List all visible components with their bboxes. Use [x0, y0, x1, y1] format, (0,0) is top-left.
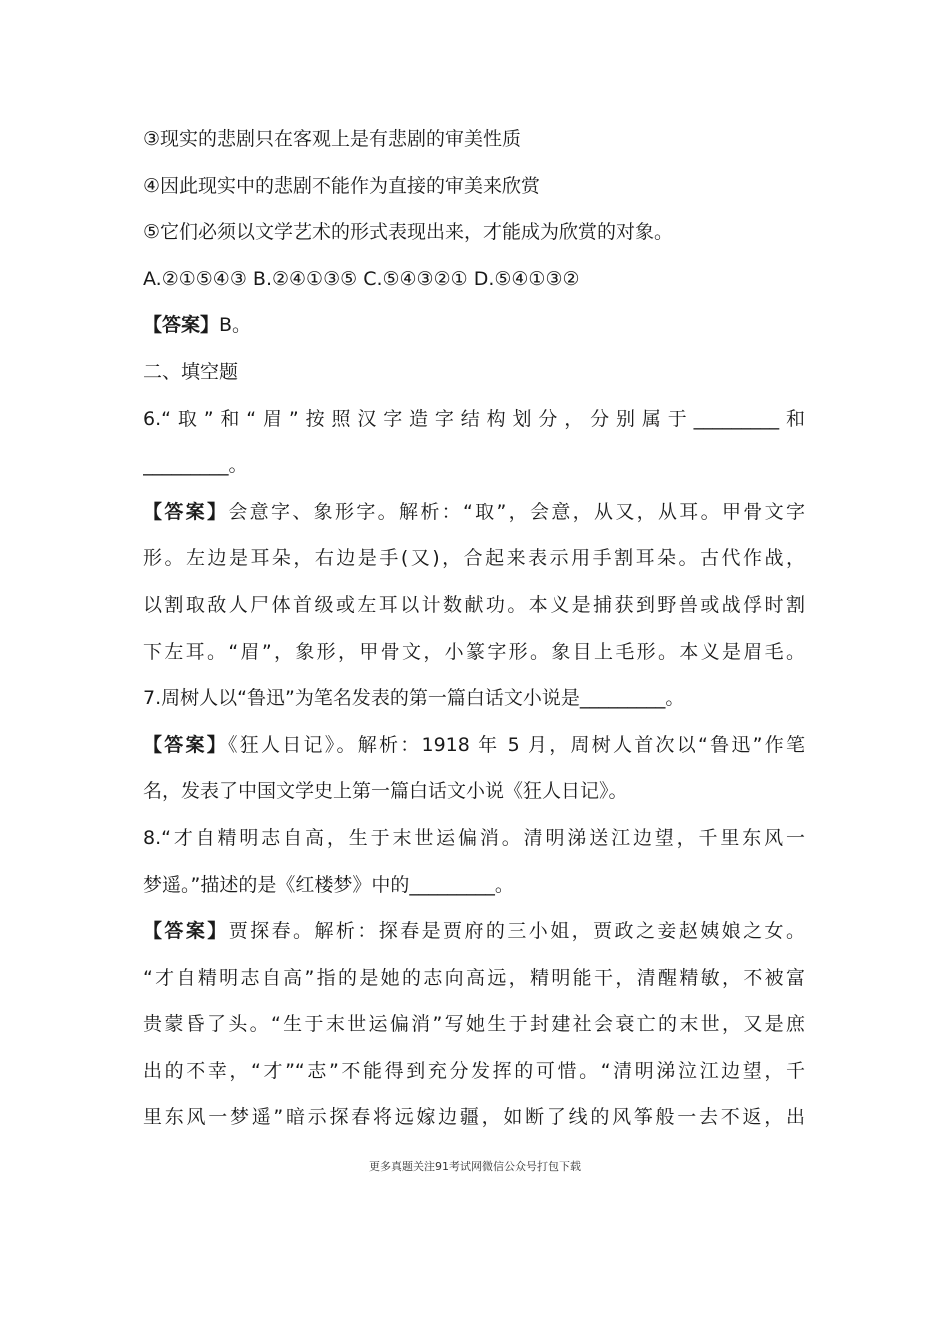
option-line-4: ④因此现实中的悲剧不能作为直接的审美来欣赏 — [143, 174, 541, 197]
question-6: 6.“取”和“眉”按照汉字造字结构划分，分别属于_________和 — [143, 407, 805, 430]
answer-q8-3: 贵蒙昏了头。“生于末世运偏消”写她生于封建社会衰亡的末世，又是庶 — [143, 1013, 805, 1036]
answer-label: 【答案】 — [143, 920, 229, 943]
answer-label: 【答案】 — [143, 500, 229, 523]
answer-q6-3: 以割取敌人尸体首级或左耳以计数献功。本义是捕获到野兽或战俘时割 — [143, 593, 805, 616]
answer-label: 【答案】 — [143, 314, 220, 337]
question-8-cont: 梦遥。”描述的是《红楼梦》中的_________。 — [143, 873, 514, 896]
answer-text: 会意字、象形字。解析：“取”，会意，从又，从耳。甲骨文字 — [228, 500, 805, 523]
question-6-cont: _________。 — [143, 454, 248, 477]
answer-q8-4: 出的不幸，“才”“志”不能得到充分发挥的可惜。“清明涕泣江边望，千 — [143, 1059, 805, 1082]
answer-q7-2: 名，发表了中国文学史上第一篇白话文小说《狂人日记》。 — [143, 780, 628, 803]
option-line-5: ⑤它们必须以文学艺术的形式表现出来，才能成为欣赏的对象。 — [143, 221, 674, 244]
answer-q8-2: “才自精明志自高”指的是她的志向高远，精明能干，清醒精敏，不被富 — [143, 966, 805, 989]
answer-q8-5: 里东风一梦遥”暗示探春将远嫁边疆，如断了线的风筝般一去不返，出 — [143, 1106, 805, 1129]
question-7: 7.周树人以“鲁迅”为笔名发表的第一篇白话文小说是_________。 — [143, 687, 685, 710]
section-heading: 二、填空题 — [143, 360, 239, 383]
choice-options: A.②①⑤④③ B.②④①③⑤ C.⑤④③②① D.⑤④①③② — [143, 267, 580, 290]
answer-line-q7-1 — [143, 722, 805, 769]
answer-q6-2: 形。左边是耳朵，右边是手(又)，合起来表示用手割耳朵。古代作战， — [143, 547, 805, 570]
answer-text: B。 — [219, 314, 252, 337]
answer-text: 贾探春。解析：探春是贾府的三小姐，贾政之妾赵姨娘之女。 — [228, 920, 805, 943]
document-body — [143, 116, 805, 1141]
answer-line-q5 — [143, 302, 805, 349]
answer-q6-4: 下左耳。“眉”，象形，甲骨文，小篆字形。象目上毛形。本义是眉毛。 — [143, 640, 805, 663]
answer-line-q6-1 — [143, 489, 805, 536]
answer-label: 【答案】 — [143, 733, 228, 756]
page-footer: 更多真题关注91考试网微信公众号打包下载 — [369, 1160, 581, 1173]
answer-line-q8-1 — [143, 908, 805, 955]
answer-text: 《狂人日记》。解析：1918 年 5 月，周树人首次以“鲁迅”作笔 — [228, 733, 805, 756]
option-line-3: ③现实的悲剧只在客观上是有悲剧的审美性质 — [143, 128, 522, 150]
question-8: 8.“才自精明志自高，生于末世运偏消。清明涕送江边望，千里东风一 — [143, 826, 805, 849]
